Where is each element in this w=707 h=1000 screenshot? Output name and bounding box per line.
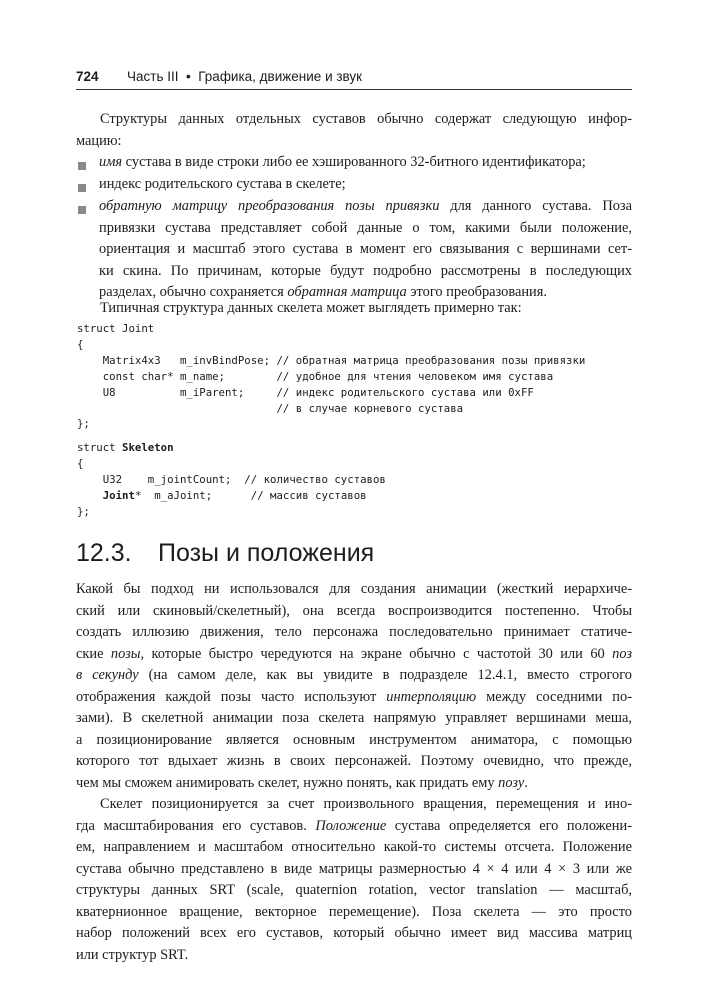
- section-heading: [76, 539, 374, 568]
- poses-paragraph-1: Какой бы подход ни использовался для создания анимации (жесткий иерархиче- ский или скиновый/скелетный), она всегда воспроизводится постепенно. Чтобы создать иллюзию движения, тело персонажа последовательно принимает статиче- ские позы, которые быстро чередуются на экране обычно с частотой 30 или 60 поз в секунду (на самом деле, как вы увидите в подразделе 12.4.1, вместо строгого отображения каждой позы часто используют интерполяцию между соседними по- зами). В скелетной анимации поза скелета напрямую управляет вершинами меша, а позиционирование является основным инструментом аниматора, с помощью которого тот вдыхает жизнь в своих персонажей. Поэтому очевидно, что прежде, чем мы сможем анимировать скелет, нужно понять, как придать ему позу.: [76, 581, 632, 791]
- interpolation-emphasis: интерполяцию: [386, 688, 477, 705]
- bullet-item-name: [99, 152, 632, 174]
- part-title: Графика, движение и звук: [198, 69, 363, 84]
- bullet-1-emphasis: имя: [99, 154, 123, 170]
- bullet-item-inverse-matrix: обратную матрицу преобразования позы привязки для данного сустава. Поза привязки сустава представляет собой данные о том, какими были положение, ориентация и масштаб этого сустава в момент его связывания с вершинами сет- ки скина. По причинам, которые будут подробно рассмотрены в последующих разделах, обычно сохраняется обратная матрица этого преобразования.: [99, 198, 632, 300]
- joint-type-name: Joint: [102, 488, 135, 502]
- header-separator: •: [186, 69, 191, 84]
- intro-line-1: Структуры данных отдельных суставов обычно содержат следующую инфор-: [100, 111, 632, 127]
- inverse-matrix-emphasis: обратная матрица: [287, 284, 407, 300]
- skeleton-type-name: Skeleton: [122, 441, 174, 454]
- bullet-marker-2: [78, 184, 86, 192]
- header-rule: [76, 89, 632, 90]
- typical-structure-text: Типичная структура данных скелета может выглядеть примерно так:: [100, 300, 522, 316]
- pose-emphasis: позу: [498, 774, 525, 791]
- intro-line-2: мацию:: [76, 132, 122, 149]
- section-title: Позы и положения: [158, 539, 375, 567]
- bullet-2-text: индекс родительского сустава в скелете;: [99, 176, 346, 192]
- running-header: [76, 69, 632, 84]
- bullet-marker-1: [78, 162, 86, 170]
- bullet-3-emphasis: обратную матрицу преобразования позы привязки: [99, 198, 440, 214]
- part-label: Часть III: [127, 69, 179, 84]
- intro-paragraph: [76, 109, 632, 152]
- bullet-marker-3: [78, 206, 86, 214]
- poses-paragraph-2: Скелет позиционируется за счет произвольного вращения, перемещения и ино- гда масштабирования его суставов. Положение сустава определяется его положени- ем, направлением и масштабом относительно какой-то системы отсчета. Положение сустава обычно представлено в виде матрицы размерностью 4 × 4 или 4 × 3 или же структуры данных SRT (scale, quaternion rotation, vector translation — масштаб, кватернионное вращение, векторное перемещение). Поза скелета — это просто набор положений всех его суставов, который обычно имеет вид массива матриц или структур SRT.: [76, 796, 632, 963]
- poses-emphasis: позы: [110, 645, 141, 662]
- per-second-emphasis: в секунду: [76, 667, 139, 683]
- page-number: 724: [76, 69, 99, 84]
- position-emphasis: Положение: [315, 817, 387, 834]
- section-number: 12.3.: [76, 539, 132, 567]
- code-skeleton-struct: struct Skeleton { U32 m_jointCount; // количество суставов Joint* m_aJoint; // массив суставов };: [77, 441, 386, 518]
- bullet-item-parent: [99, 174, 632, 196]
- code-joint-struct: struct Joint { Matrix4x3 m_invBindPose; // обратная матрица преобразования позы привязки const char* m_name; // удобное для чтения человеком имя сустава U8 m_iParent; // индекс родительского сустава или 0xFF // в случае корневого сустава };: [77, 322, 586, 431]
- bullet-1-text: сустава в виде строки либо ее хэшированного 32-битного идентификатора;: [122, 154, 586, 170]
